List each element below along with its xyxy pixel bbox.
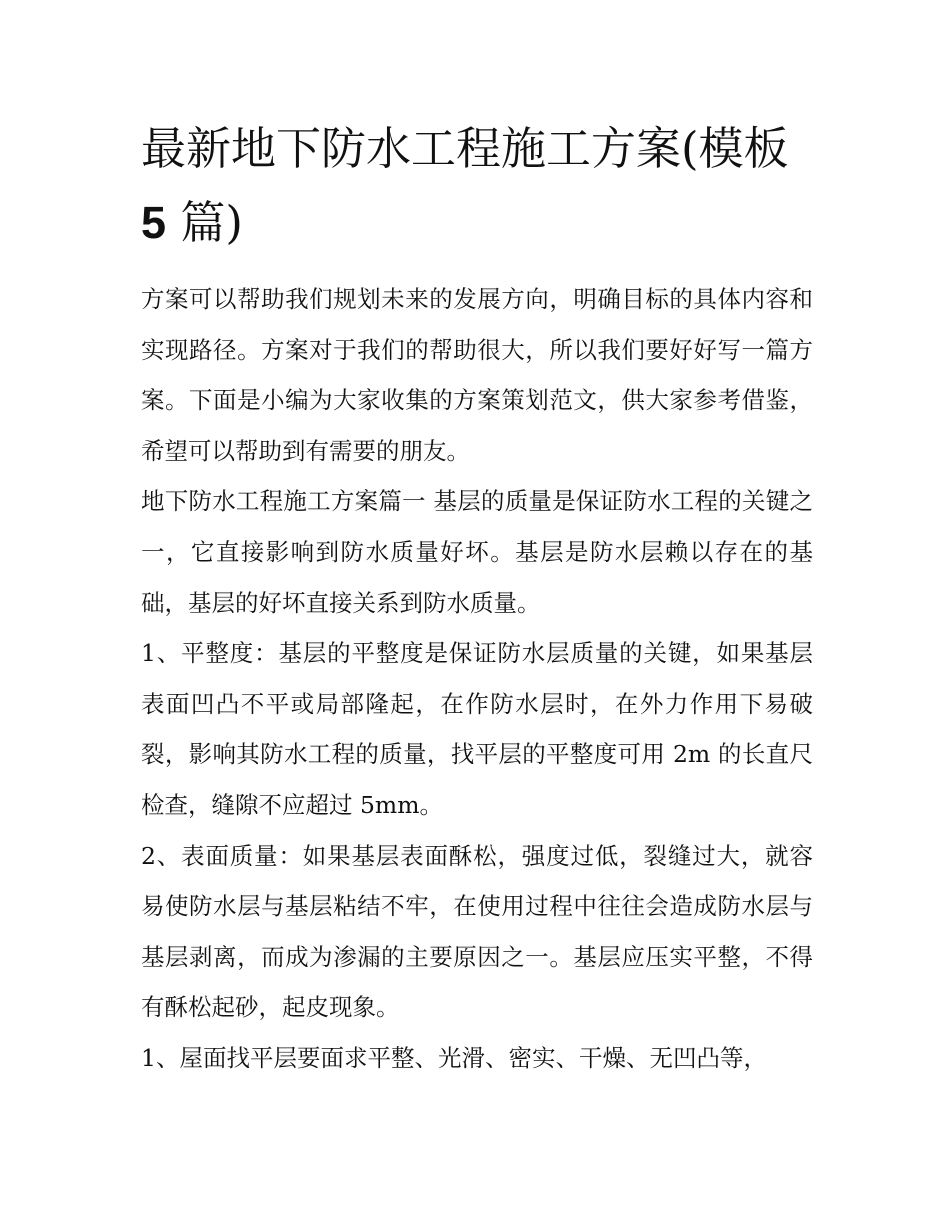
title-text-2: 篇) bbox=[180, 196, 243, 249]
paragraph-section-one: 地下防水工程施工方案篇一 基层的质量是保证防水工程的关键之一，它直接影响到防水质量好坏。基层是防水层赖以存在的基础，基层的好坏直接关系到防水质量。 bbox=[141, 487, 813, 617]
title-number: 5 bbox=[141, 197, 167, 248]
document-title bbox=[141, 112, 813, 260]
paragraph-surface-quality: 2、表面质量：如果基层表面酥松，强度过低，裂缝过大，就容易使防水层与基层粘结不牢，在使用过程中往往会造成防水层与基层剥离，而成为渗漏的主要原因之一。基层应压实平整，不得有酥松起砂，起皮现象。 bbox=[141, 841, 813, 1022]
title-text-1: 最新地下防水工程施工方案(模板 bbox=[141, 122, 789, 175]
paragraph-flatness: 1、平整度：基层的平整度是保证防水层质量的关键，如果基层表面凹凸不平或局部隆起，在作防水层时，在外力作用下易破裂，影响其防水工程的质量，找平层的平整度可用 2m 的长直尺检查，缝隙不应超过 5mm。 bbox=[141, 639, 813, 819]
paragraph-roof-leveling: 1、屋面找平层要面求平整、光滑、密实、干燥、无凹凸等， bbox=[141, 1043, 767, 1072]
document-body bbox=[141, 274, 813, 1084]
paragraph-intro: 方案可以帮助我们规划未来的发展方向，明确目标的具体内容和实现路径。方案对于我们的帮助很大，所以我们要好好写一篇方案。下面是小编为大家收集的方案策划范文，供大家参考借鉴，希望可以帮助到有需要的朋友。 bbox=[141, 285, 813, 465]
document-page bbox=[141, 112, 813, 1084]
